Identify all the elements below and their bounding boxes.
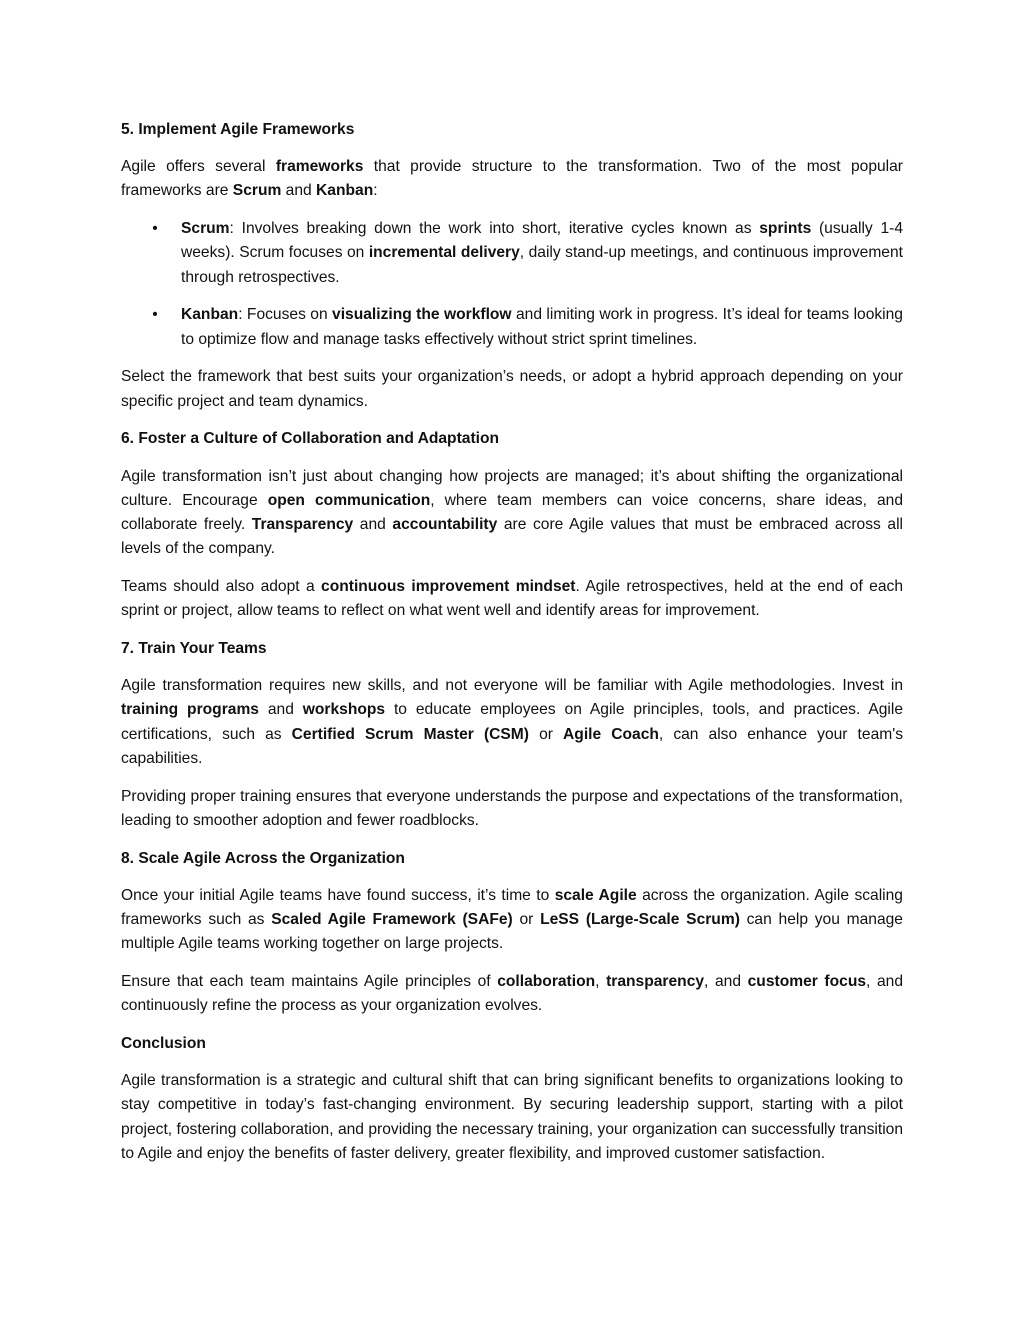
list-item-kanban: • Kanban: Focuses on visualizing the workflow and limiting work in progress. It’s ideal for teams looking to optimize flow and manage tasks effectively without strict sprint timelines. <box>181 303 903 351</box>
section-heading-implement-frameworks: 5. Implement Agile Frameworks <box>121 121 355 138</box>
bullet-list <box>121 217 903 352</box>
bold-term: customer focus <box>747 973 867 991</box>
bold-term: workshops <box>302 701 386 719</box>
paragraph: Agile transformation isn’t just about changing how projects are managed; it’s about shifting the organizational culture. Encourage open communication, where team members can voice concerns, share ideas, and collaborate freely. Transparency and accountability are core Agile values that must be embraced across all levels of the company. <box>121 467 903 558</box>
bold-term: open communication <box>267 491 431 509</box>
bold-term: Certified Scrum Master (CSM) <box>291 725 529 743</box>
bold-term: LeSS (Large-Scale Scrum) <box>540 911 740 929</box>
paragraph: Providing proper training ensures that everyone understands the purpose and expectations of the transformation, leading to smoother adoption and fewer roadblocks. <box>121 787 903 829</box>
bold-term: Agile Coach <box>563 725 659 743</box>
bold-term: frameworks <box>275 158 364 176</box>
bold-term: Scrum <box>181 220 230 238</box>
bold-term: Transparency <box>251 516 354 534</box>
paragraph: Once your initial Agile teams have found success, it’s time to scale Agile across the organization. Agile scaling frameworks such as Scaled Agile Framework (SAFe) or LeSS (Large-Scale Scrum) can help you manage multiple Agile teams working together on large projects. <box>121 886 903 953</box>
bold-term: Kanban <box>316 182 374 200</box>
section-heading-scale-agile: 8. Scale Agile Across the Organization <box>121 849 405 867</box>
bold-term: accountability <box>392 516 498 534</box>
bullet-icon: • <box>152 306 158 324</box>
bold-term: Kanban <box>181 306 239 324</box>
paragraph: Select the framework that best suits your organization’s needs, or adopt a hybrid approach depending on your specific project and team dynamics. <box>121 368 903 410</box>
bold-term: continuous improvement mindset <box>321 578 576 596</box>
bold-term: training programs <box>121 701 259 719</box>
bold-term: transparency <box>606 973 705 991</box>
bold-term: incremental delivery <box>368 244 520 262</box>
bold-term: Scaled Agile Framework (SAFe) <box>271 911 513 929</box>
bullet-icon: • <box>152 220 158 238</box>
section-heading-foster-culture: 6. Foster a Culture of Collaboration and Adaptation <box>121 430 500 448</box>
bold-term: Scrum <box>232 182 282 200</box>
paragraph: Agile transformation is a strategic and cultural shift that can bring significant benefits to organizations looking to stay competitive in today’s fast-changing environment. By securing leadership support, starting with a pilot project, fostering collaboration, and providing the necessary training, your organization can successfully transition to Agile and enjoy the benefits of faster delivery, greater flexibility, and improved customer satisfaction. <box>121 1072 903 1162</box>
section-heading-conclusion: Conclusion <box>121 1035 206 1053</box>
paragraph: Ensure that each team maintains Agile principles of collaboration, transparency, and customer focus, and continuously refine the process as your organization evolves. <box>121 973 903 1015</box>
bold-term: sprints <box>759 220 812 238</box>
bold-term: collaboration <box>497 973 596 991</box>
bold-term: visualizing the workflow <box>332 306 512 324</box>
document-page <box>121 118 903 1180</box>
bold-term: scale Agile <box>554 886 637 904</box>
list-item-scrum: • Scrum: Involves breaking down the work into short, iterative cycles known as sprints (usually 1-4 weeks). Scrum focuses on incremental delivery, daily stand-up meetings, and continuous improvement through retrospectives. <box>181 217 903 290</box>
paragraph: Agile offers several frameworks that provide structure to the transformation. Two of the most popular frameworks are Scrum and Kanban: <box>121 158 903 200</box>
paragraph: Agile transformation requires new skills, and not everyone will be familiar with Agile methodologies. Invest in training programs and workshops to educate employees on Agile principles, tools, and practices. Agile certifications, such as Certified Scrum Master (CSM) or Agile Coach, can also enhance your team's capabilities. <box>121 677 904 767</box>
section-heading-train-teams: 7. Train Your Teams <box>121 640 267 658</box>
paragraph: Teams should also adopt a continuous improvement mindset. Agile retrospectives, held at the end of each sprint or project, allow teams to reflect on what went well and identify areas for improvement. <box>121 578 903 620</box>
